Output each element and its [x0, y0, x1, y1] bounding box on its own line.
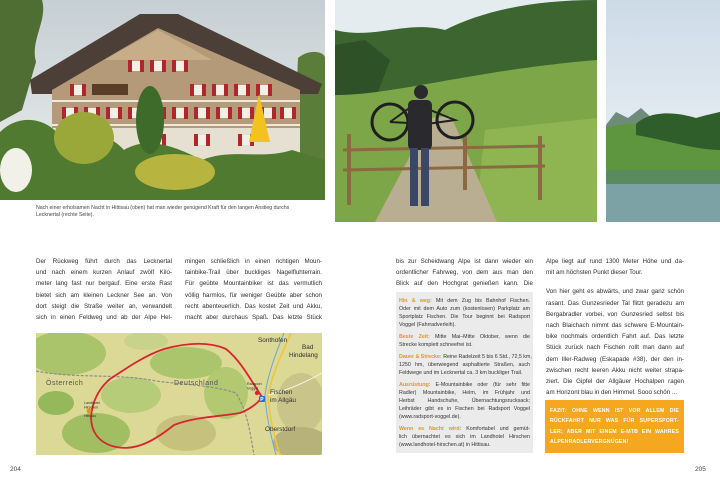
text-line: Strecke komplett schneefrei ist. [399, 342, 473, 349]
info-text: Reine Radelzeit 5 bis 6 Std., 72,5 km, [443, 353, 532, 360]
info-text: Komfortabel und gemüt- [466, 425, 530, 432]
page-number-left: 204 [10, 466, 21, 473]
text-line: recht abenteuerlich. Das kostet Zeit und Akku, [185, 302, 322, 310]
right-body-column-2 [546, 256, 684, 398]
text-line: Radler) Mountainbike, Helm, im Frühjahr und [399, 389, 530, 396]
left-body-column-1 [36, 256, 172, 323]
start-marker [255, 391, 259, 395]
text-line: Für geübte Mountainbiker ist das vermutlich [185, 280, 322, 288]
text-line: macht aber durchaus Spaß. Das letzte Stück [185, 314, 322, 322]
text-line: dem Iller-Radweg (Eskapade #38), der den in- [546, 355, 684, 363]
right-body-column-1 [396, 256, 533, 290]
info-text: Mitte Mai–Mitte Oktober, wenn die [435, 333, 530, 340]
label-bad: Bad [302, 344, 314, 351]
text-line: ordentlicher Fahrweg, von dem aus man den [396, 269, 533, 277]
info-entry [399, 353, 530, 377]
hotel-photo [0, 0, 325, 200]
route-map [36, 333, 322, 455]
caption-line: Nach einer erholsamen Nacht in Hittisau (oben) hat man wieder genügend Kraft für den langen Anstieg durchs [36, 205, 290, 211]
text-line [399, 381, 530, 389]
text-line: (www.radsport-voggel.de). [399, 414, 461, 420]
cyclist-photo [335, 0, 597, 222]
text-line [399, 425, 530, 433]
text-line: völlig harmlos, für weniger Geübte aber schon [185, 291, 322, 299]
photo-caption [36, 205, 326, 220]
text-line: Bergabradler vorbei, von Gunzesried selbst bis [546, 310, 684, 318]
text-line: am Horizont blau in den Himmel. Sooo schön ... [546, 389, 678, 397]
info-text: E-Mountainbike oder (für sehr fitte [435, 381, 530, 388]
text-line: Oder mit dem Auto zum (kostenlosen) Parkplatz am [399, 306, 530, 313]
text-line: (www.landhotel-hirschen.at) in Hittisau. [399, 441, 491, 448]
caption-line: Lecknertal (rechte Seite). [36, 212, 94, 219]
hotel-sign [92, 84, 128, 95]
paragraph [546, 256, 684, 278]
text-line: RÜCKFAHRT NUR WAS FÜR SUPERSPORT- [550, 418, 679, 425]
info-entry [399, 425, 530, 449]
paragraph [36, 256, 172, 323]
info-text: Mit dem Zug bis Bahnhof Fischen. [436, 298, 530, 304]
text-line: bis zur Scheidwang Alpe ist dann wieder ein [396, 258, 533, 265]
paragraph [546, 286, 684, 398]
left-body-column-2 [185, 256, 322, 323]
text-line: FAZIT: OHNE WENN IST VOR ALLEM DIE [550, 408, 679, 414]
text-line: Voggel (Fahrradverleih). [399, 322, 456, 329]
info-label: Wenn es Nacht wird: [399, 425, 462, 432]
text-line: zwischen recht leeren Akku nicht weiter strapa- [546, 366, 684, 374]
label-radsport: Radsport [247, 382, 262, 386]
text-line: bike nochmals ordentlich Fahrt auf. Das letzte [546, 333, 684, 341]
text-line: mingen schließlich in einen richtigen Moun- [185, 258, 322, 265]
text-line: sich in einen Feldweg und ab der Alpe Hel- [36, 314, 172, 322]
text-line: bietet sich am kleinen Leckner See an. Von [36, 291, 172, 299]
info-box [396, 292, 533, 453]
label-landhotel: Landhotel [84, 401, 100, 405]
info-entry [399, 333, 530, 349]
text-line: Blick auf den Hochgrat genießen kann. Die [396, 280, 533, 288]
text-line: Feldwege und im Lecknertal ca. 3 km buckliger Trail. [399, 369, 523, 376]
label-hindelang: Hindelang [289, 352, 318, 359]
text-line: LER; ABER MIT EINEM E-MTB EIN WAHRES [550, 428, 679, 435]
text-line: Von hier geht es abwärts, und zwar ganz schön [546, 288, 684, 296]
page-number-right: 205 [695, 466, 706, 473]
paragraph [550, 406, 679, 447]
label-voggel: Voggel [247, 386, 258, 391]
info-label: Beste Zeit: [399, 333, 430, 340]
label-im-allgaeu: im Allgäu [270, 397, 296, 404]
text-line: und nach einem kurzen Anlauf zwölf Kilo- [36, 269, 172, 277]
text-line: Alpe liegt auf rund 1300 Meter Höhe und da- [546, 258, 684, 265]
text-line: dort steigt die Straße weiter an, verwandelt [36, 302, 172, 310]
label-hittisau: Hittisau [84, 414, 96, 418]
label-hirschen: Hirschen [84, 405, 99, 410]
text-line: ALPENRADLERVERGNÜGEN! [550, 438, 629, 445]
paragraph [185, 256, 322, 323]
parking-symbol: P [260, 396, 264, 403]
text-line: ziert. Die Gipfel der Allgäuer Hochalpen ragen [546, 378, 684, 386]
info-label: Dauer & Strecke: [399, 353, 442, 360]
info-entry [399, 381, 530, 421]
text-line: 1250 hm, überwiegend asphaltierte Straßen, auch [399, 361, 530, 368]
info-label: Ausrüstung: [399, 381, 431, 388]
text-line: nach Blaichach nimmt das schwere E-Mountain- [546, 322, 684, 330]
label-sonthofen: Sonthofen [258, 337, 288, 344]
text-line: lich übernachtet es sich im Landhotel Hirschen [399, 433, 530, 440]
info-entry [399, 297, 530, 329]
info-label: Hin & weg: [399, 298, 432, 304]
text-line [399, 297, 530, 305]
label-oesterreich: Österreich [46, 380, 84, 387]
text-line: Herbst Handschuhe, Übernachtungsrucksack; [399, 397, 530, 404]
text-line: Sportplatz Fischen. Die Tour beginnt bei Radsport [399, 314, 530, 321]
label-oberstdorf: Oberstdorf [265, 426, 296, 433]
text-line: mit am höchsten Punkt dieser Tour. [546, 269, 643, 277]
text-line: Stück zurück nach Fischen rollt man dann auf [546, 344, 684, 352]
text-line: meter lang fast nur bergauf. Eine erste Rast [36, 280, 172, 288]
white-flowers [0, 148, 32, 192]
text-line [399, 333, 530, 341]
label-fischen: Fischen [270, 389, 293, 396]
fazit-box [545, 400, 684, 453]
paragraph [396, 256, 533, 290]
text-line: Der Rückweg führt durch das Lecknertal [36, 258, 172, 265]
text-line [399, 353, 530, 361]
lake-photo [606, 0, 720, 222]
text-line: rasant. Das Gunzesrieder Tal flitzt geradezu am [546, 299, 684, 307]
text-line: tainbike-Trail über buckliges Nagelfluhterrain. [185, 269, 322, 277]
label-deutschland: Deutschland [174, 380, 219, 387]
text-line: Leihräder gibt es in Fischen bei Radsport Voggel [399, 405, 530, 412]
